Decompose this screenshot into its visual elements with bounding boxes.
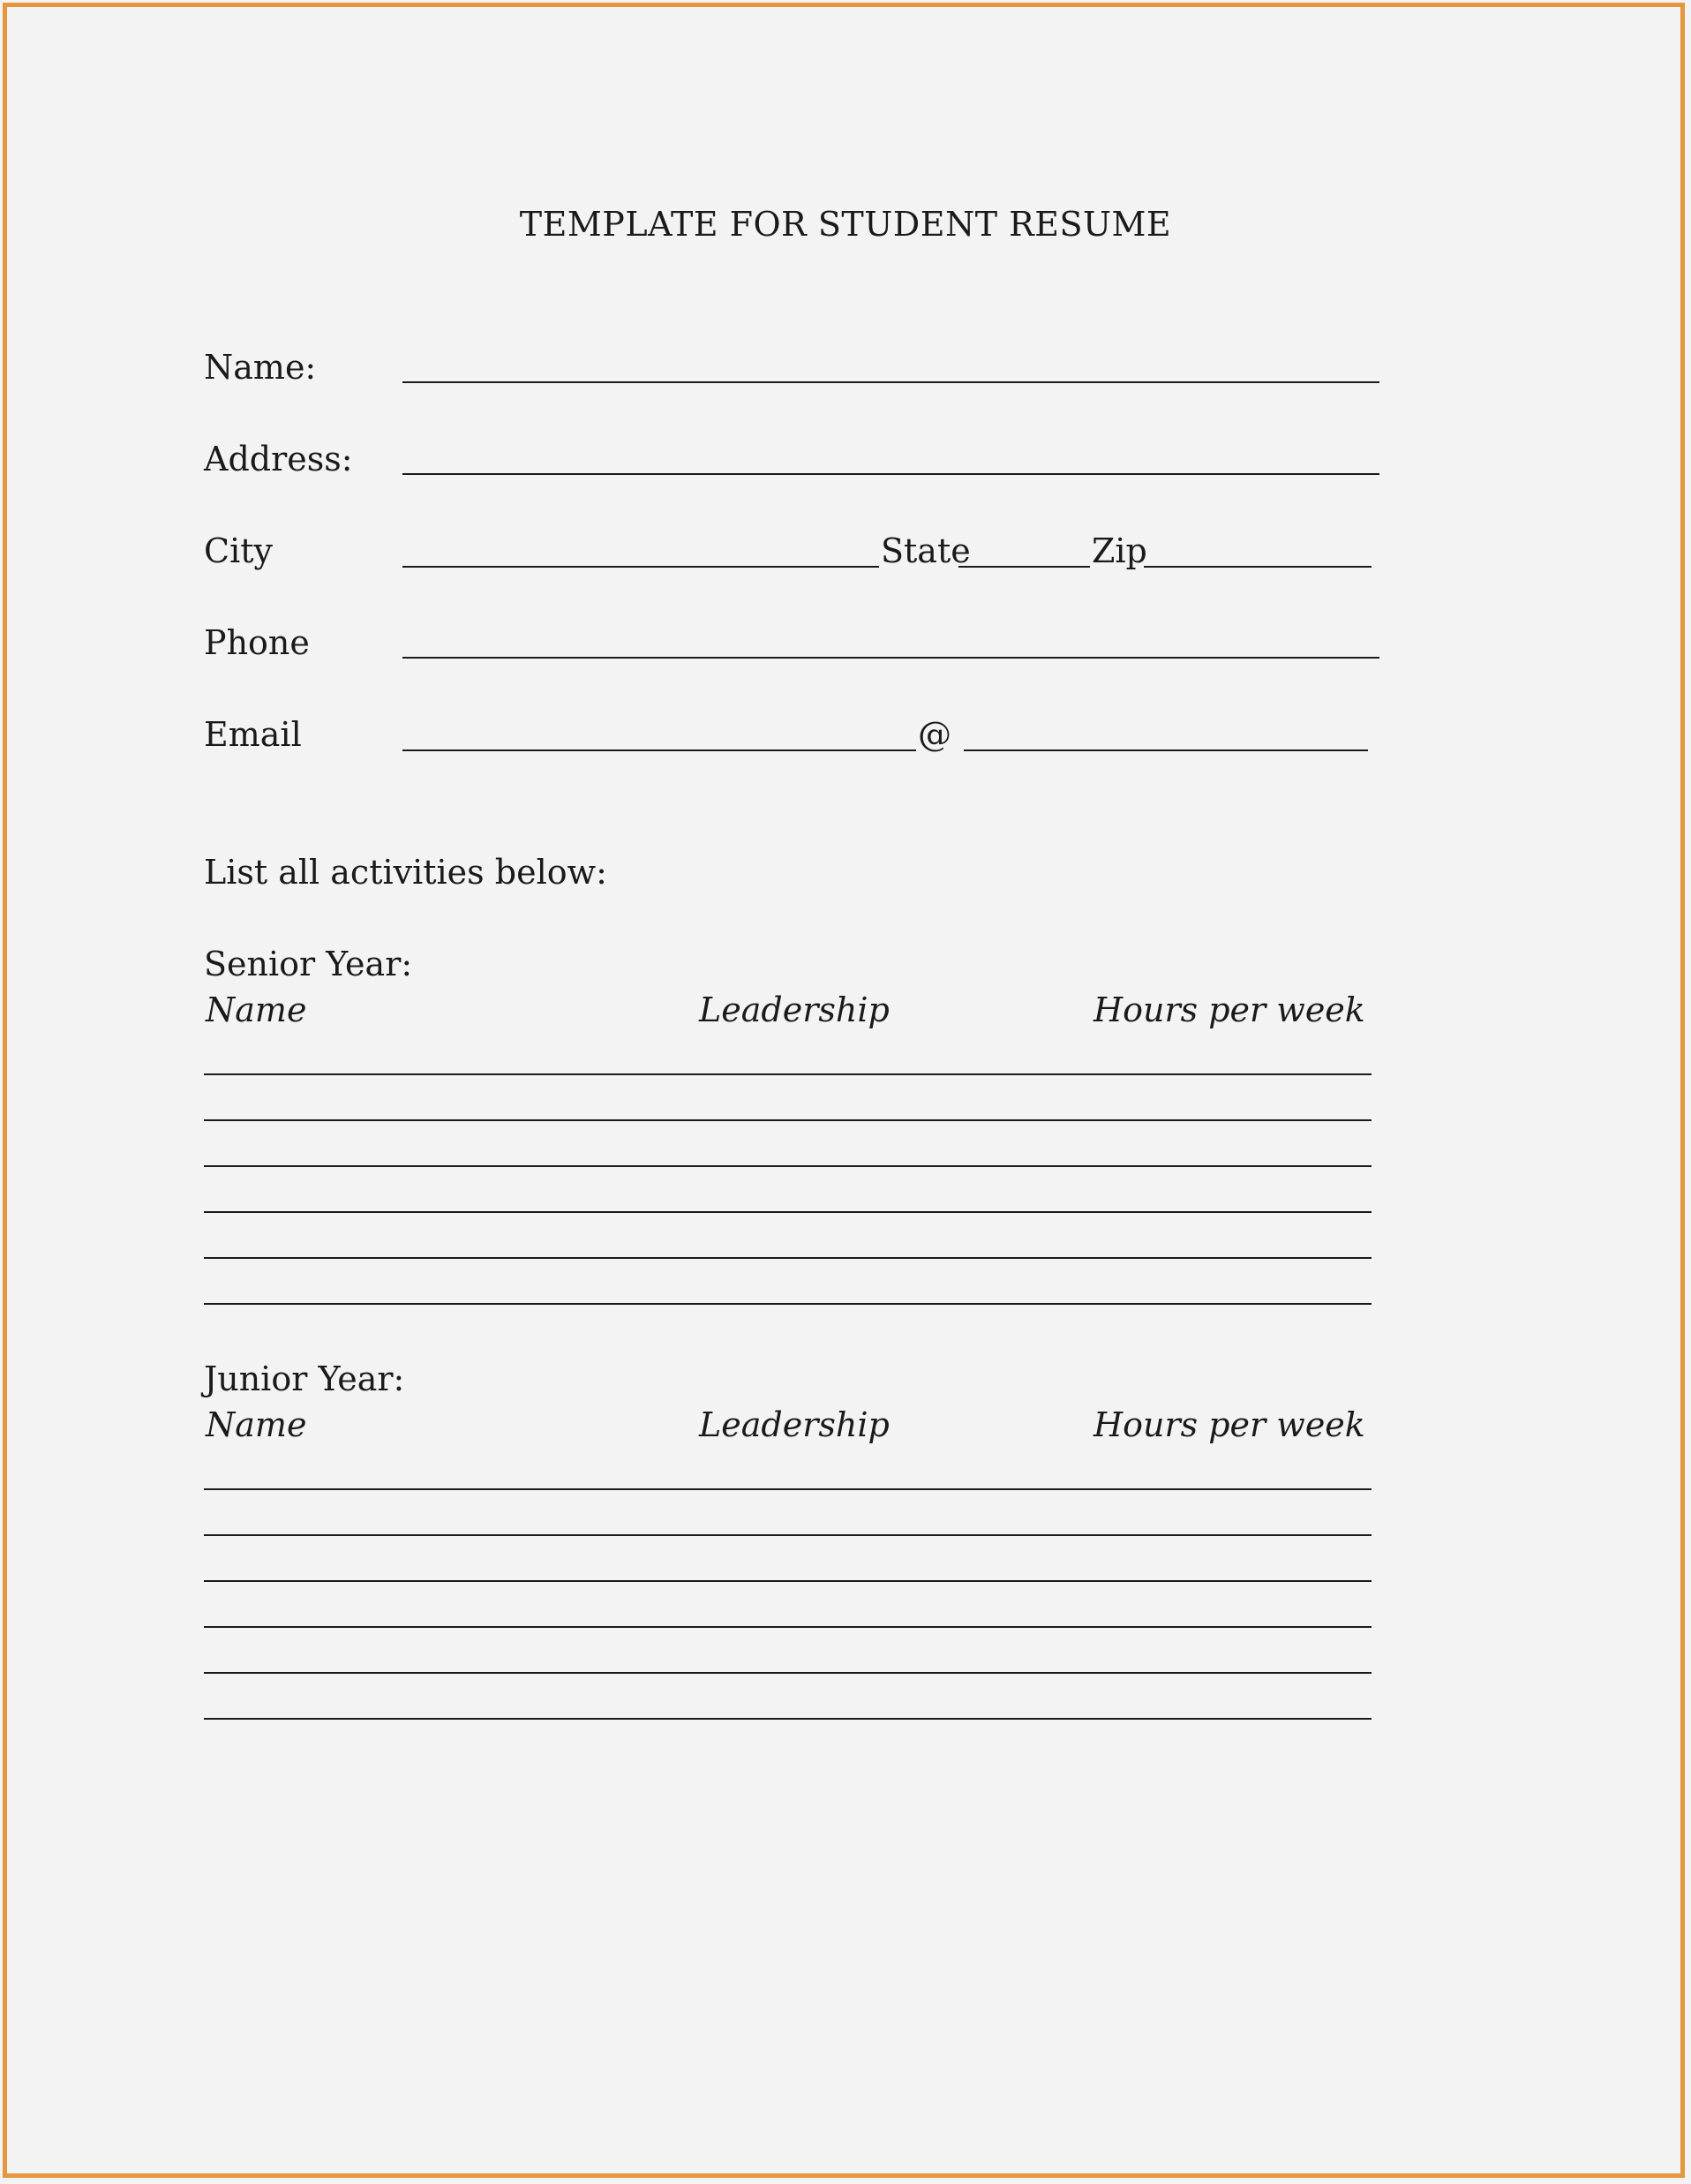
junior-col-leadership: Leadership bbox=[699, 1405, 890, 1444]
email-label: Email bbox=[204, 715, 302, 754]
junior-entry-line[interactable] bbox=[204, 1718, 1372, 1720]
name-label: Name: bbox=[204, 348, 317, 387]
address-field[interactable] bbox=[402, 473, 1379, 475]
name-field[interactable] bbox=[402, 381, 1379, 383]
email-user-field[interactable] bbox=[402, 749, 916, 751]
page-title: TEMPLATE FOR STUDENT RESUME bbox=[519, 205, 1172, 244]
junior-entry-line[interactable] bbox=[204, 1580, 1372, 1582]
junior-entry-line[interactable] bbox=[204, 1626, 1372, 1628]
page-border bbox=[3, 3, 1685, 2178]
state-label: State bbox=[881, 531, 971, 570]
junior-entry-line[interactable] bbox=[204, 1534, 1372, 1536]
address-label: Address: bbox=[204, 440, 353, 478]
senior-year-heading: Senior Year: bbox=[204, 945, 413, 983]
senior-entry-line[interactable] bbox=[204, 1119, 1372, 1121]
email-domain-field[interactable] bbox=[964, 749, 1368, 751]
senior-entry-line[interactable] bbox=[204, 1073, 1372, 1075]
senior-col-hours: Hours per week bbox=[1094, 990, 1365, 1029]
senior-entry-line[interactable] bbox=[204, 1211, 1372, 1213]
email-at-sign: @ bbox=[918, 715, 951, 754]
state-field[interactable] bbox=[958, 566, 1090, 568]
junior-col-name: Name bbox=[206, 1405, 307, 1444]
activities-intro: List all activities below: bbox=[204, 853, 607, 892]
junior-col-hours: Hours per week bbox=[1094, 1405, 1365, 1444]
city-label: City bbox=[204, 531, 273, 570]
phone-label: Phone bbox=[204, 623, 310, 662]
city-field[interactable] bbox=[402, 566, 879, 568]
zip-label: Zip bbox=[1092, 531, 1147, 570]
junior-entry-line[interactable] bbox=[204, 1488, 1372, 1490]
zip-field[interactable] bbox=[1144, 566, 1372, 568]
junior-year-heading: Junior Year: bbox=[204, 1359, 405, 1398]
junior-entry-line[interactable] bbox=[204, 1672, 1372, 1674]
senior-entry-line[interactable] bbox=[204, 1165, 1372, 1167]
senior-entry-line[interactable] bbox=[204, 1303, 1372, 1305]
senior-entry-line[interactable] bbox=[204, 1257, 1372, 1259]
phone-field[interactable] bbox=[402, 657, 1379, 659]
senior-col-name: Name bbox=[206, 990, 307, 1029]
senior-col-leadership: Leadership bbox=[699, 990, 890, 1029]
